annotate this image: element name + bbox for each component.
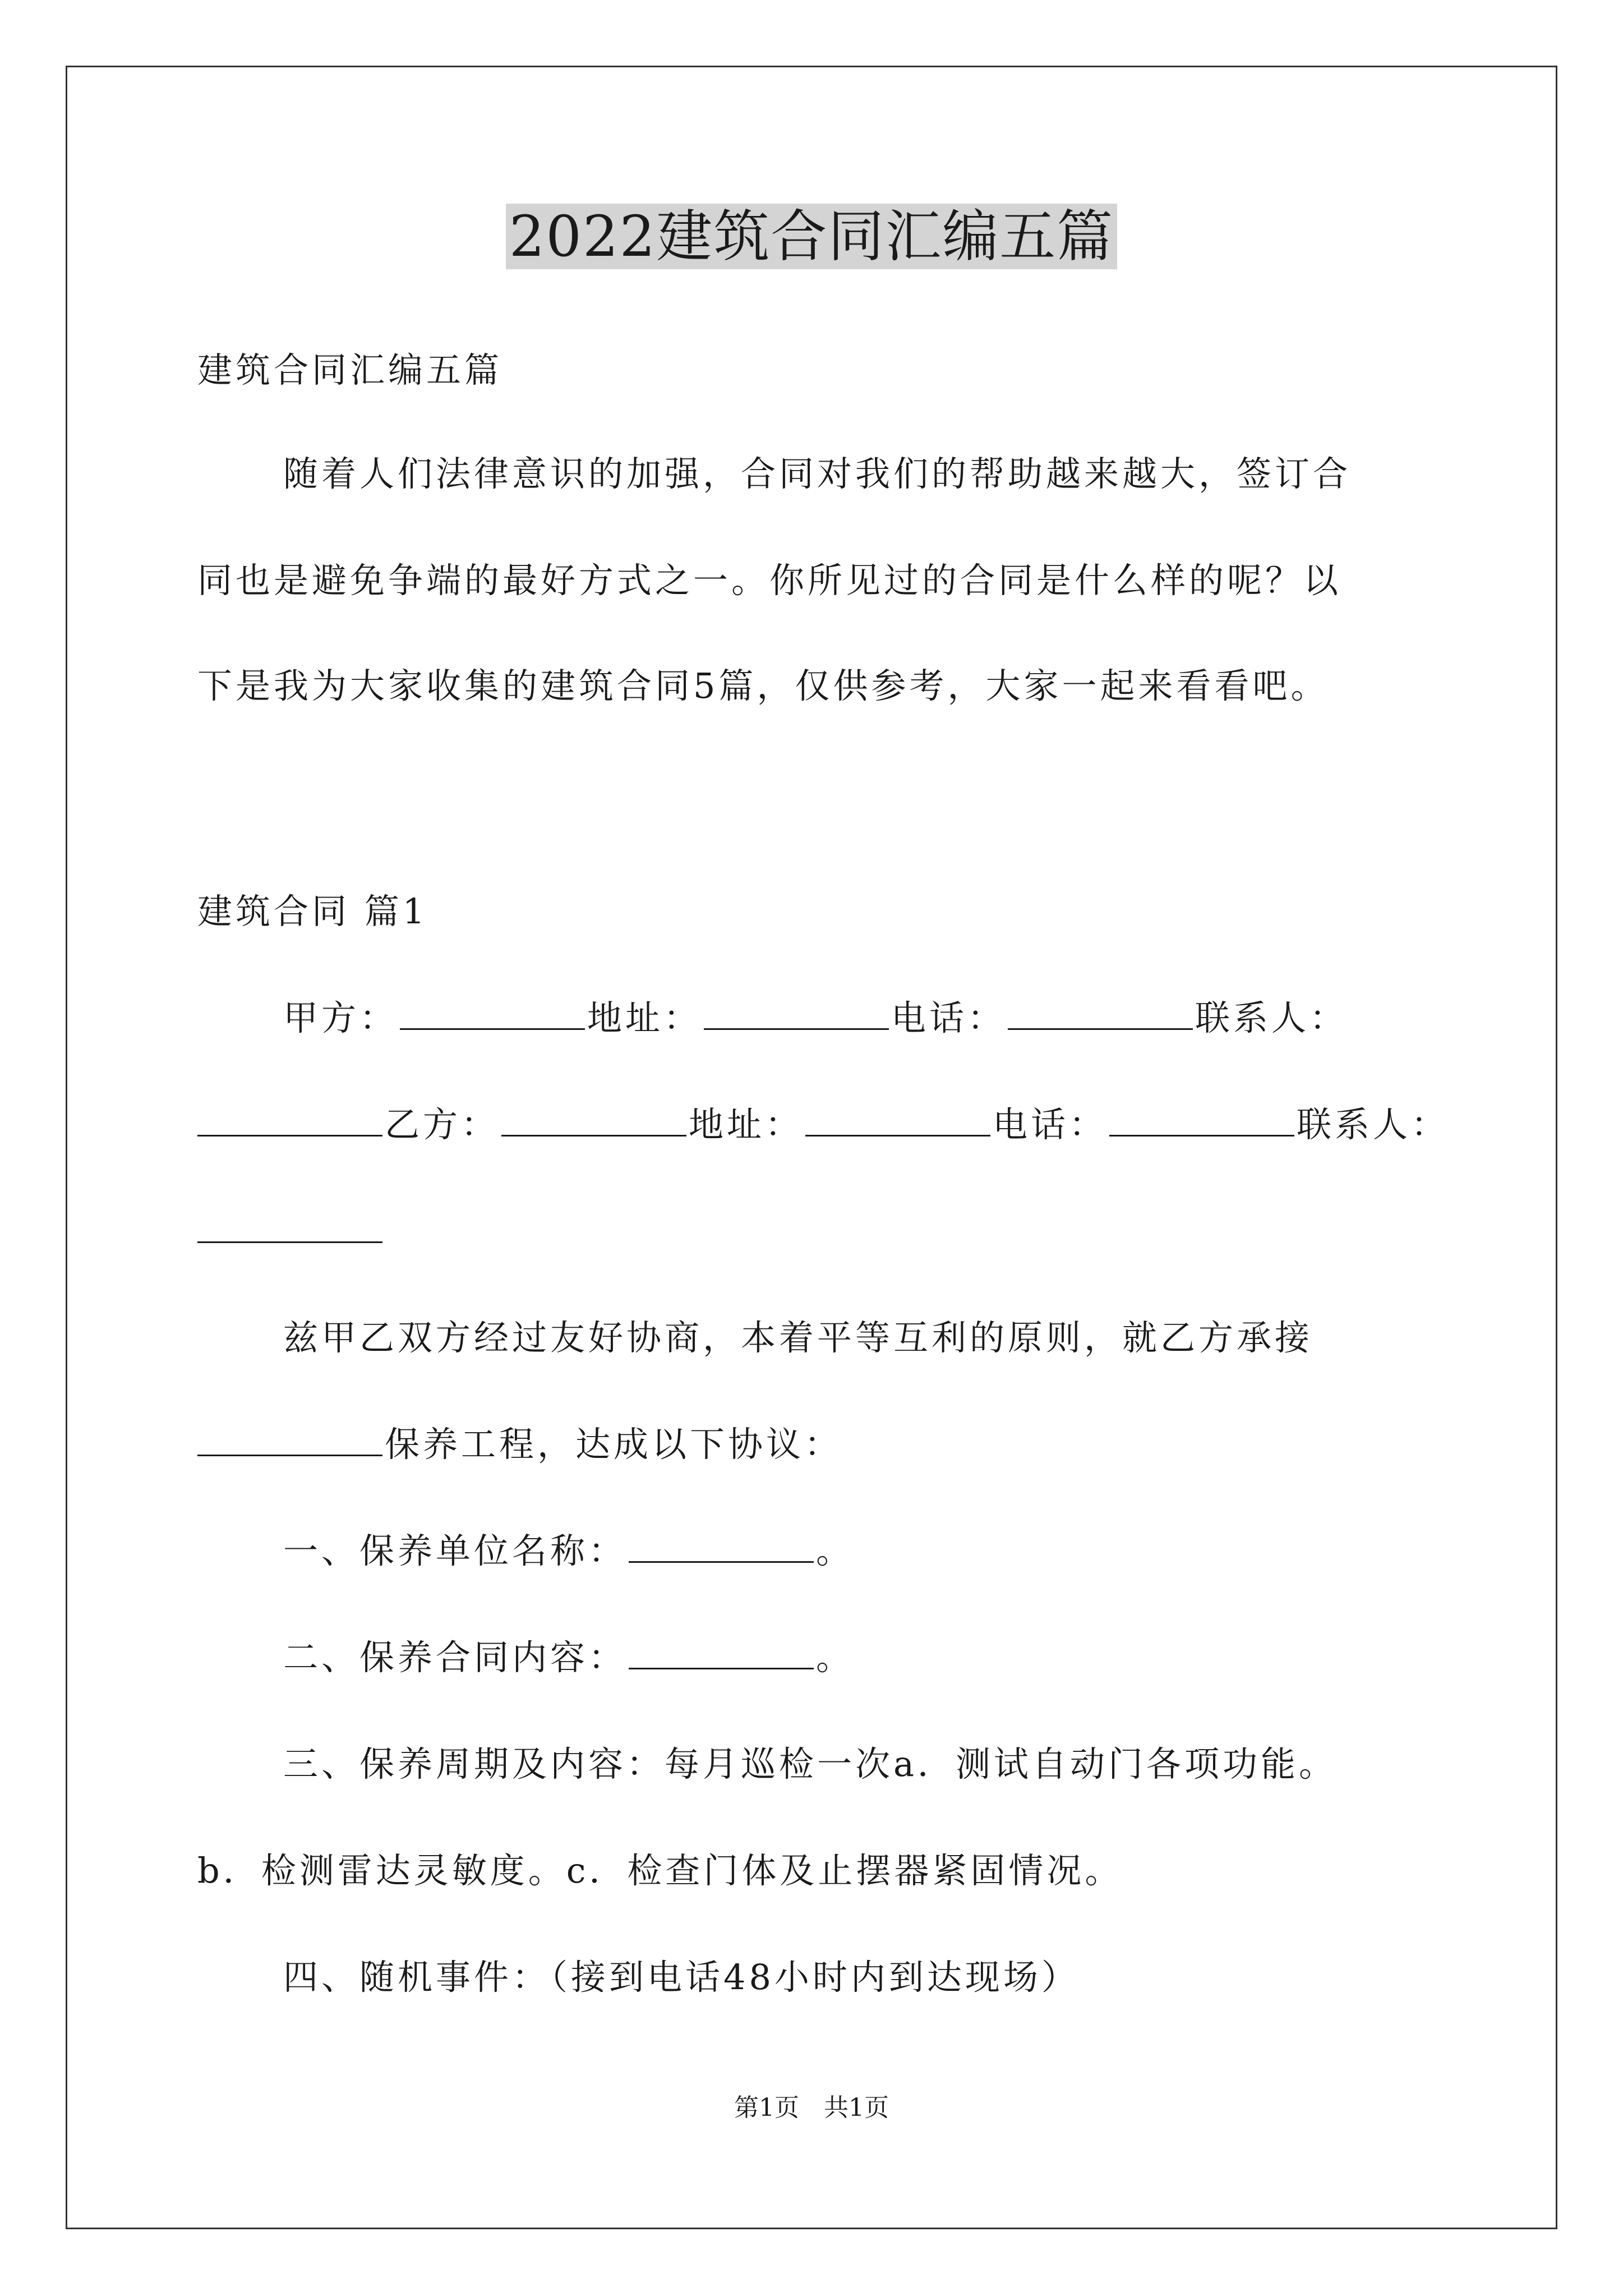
- document-subtitle: 建筑合同汇编五篇: [197, 349, 503, 390]
- page-number: 第1页 共1页: [734, 2093, 889, 2122]
- item-3-line-1: 三、保养周期及内容：每月巡检一次a．测试自动门各项功能。: [283, 1743, 1337, 1784]
- item-4: 四、随机事件：（接到电话48小时内到达现场）: [283, 1957, 1080, 1998]
- item-2-end: 。: [816, 1637, 855, 1678]
- party-b-blank: [501, 1100, 686, 1137]
- intro-line-2: 同也是避免争端的最好方式之一。你所见过的合同是什么样的呢？以: [197, 560, 1342, 601]
- item-1-end: 。: [816, 1530, 855, 1571]
- party-b-address-label: 地址：: [689, 1104, 804, 1145]
- item-3-line-2: b．检测雷达灵敏度。c．检查门体及止摆器紧固情况。: [197, 1850, 1123, 1891]
- party-a-contact-label: 联系人：: [1195, 997, 1348, 1038]
- item-2: [283, 1632, 1517, 1683]
- party-b-contact-label: 联系人：: [1297, 1104, 1450, 1145]
- item-1-label: 一、保养单位名称：: [283, 1530, 627, 1571]
- party-b-contact-row: [197, 1206, 1431, 1257]
- party-a-phone-label: 电话：: [891, 997, 1006, 1038]
- item-2-blank: [629, 1633, 814, 1669]
- party-a-address-label: 地址：: [587, 997, 702, 1038]
- party-a-row: [283, 993, 1517, 1043]
- agreement-line-1: 兹甲乙双方经过友好协商，本着平等互利的原则，就乙方承接: [283, 1317, 1313, 1358]
- party-b-phone-blank: [1109, 1100, 1294, 1137]
- party-b-row: [197, 1099, 1450, 1150]
- party-b-phone-label: 电话：: [993, 1104, 1108, 1145]
- party-a-blank: [400, 993, 585, 1030]
- item-1-blank: [629, 1526, 814, 1563]
- agreement-line-2: [197, 1419, 1431, 1470]
- party-a-address-blank: [704, 993, 889, 1030]
- item-1: [283, 1526, 1517, 1576]
- party-a-label: 甲方：: [283, 997, 398, 1038]
- project-name-blank: [197, 1420, 382, 1456]
- party-a-phone-blank: [1008, 993, 1193, 1030]
- intro-line-1: 随着人们法律意识的加强，合同对我们的帮助越来越大，签订合: [283, 453, 1352, 494]
- agreement-line-2-text: 保养工程，达成以下协议：: [385, 1424, 843, 1465]
- intro-line-3: 下是我为大家收集的建筑合同5篇，仅供参考，大家一起来看看吧。: [197, 665, 1329, 706]
- item-2-label: 二、保养合同内容：: [283, 1637, 627, 1678]
- party-a-contact-blank: [197, 1100, 382, 1137]
- document-title: 2022建筑合同汇编五篇: [0, 197, 1623, 276]
- party-b-contact-blank: [197, 1207, 382, 1243]
- section-heading: 建筑合同 篇1: [197, 891, 428, 932]
- party-b-label: 乙方：: [385, 1104, 500, 1145]
- party-b-address-blank: [805, 1100, 990, 1137]
